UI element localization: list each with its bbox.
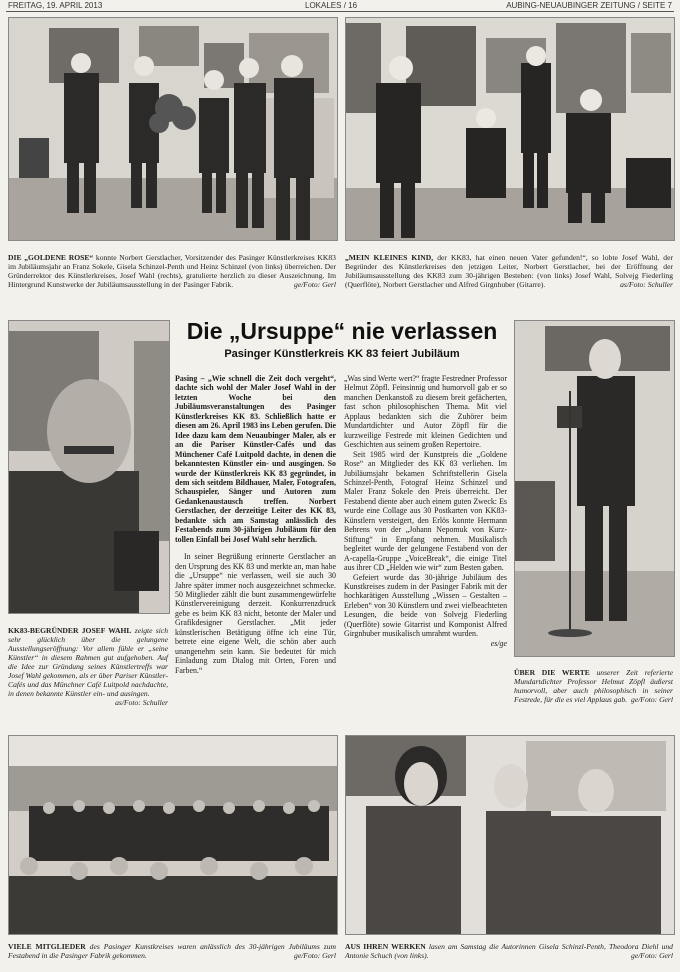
caption-mein-kleines-kind: „MEIN KLEINES KIND, der KK83, hat einen neuen Vater gefunden!“, so lobte Josef Wahl, der Begründer des Künstlerkreises den jetzigen Leiter, Norbert Gerstlacher, bei der Eröffnung der Jubiläumsausstellung des KK83 zum 30-jährigen Bestehen: (von links) Josef Wahl, Solvejg Fiederling (Querflöte), Norbert Gerstlacher und Alfred Girgnhuber (Gitarre). as/Foto: Schuller bbox=[345, 253, 673, 289]
article-column-1 bbox=[175, 374, 336, 675]
header-paper: AUBING-NEUAUBINGER ZEITUNG / SEITE 7 bbox=[506, 1, 672, 10]
article-signature: es/ge bbox=[490, 638, 507, 648]
photo-mein-kleines-kind bbox=[345, 17, 675, 241]
caption-goldene-rose: DIE „GOLDENE ROSE“ konnte Norbert Gerstlacher, Vorsitzender des Pasinger Künstlerkreises KK83 im Jubiläumsjahr an Franz Sokele, Gisela Schinzel-Penth und Heinz Schinzel (von links) überreichen. Der Gründerrektor des Künstlerkreises, Josef Wahl (rechts), gratulierte herzlich zu dieser Auszeichnung. Im Hintergrund Kunstwerke der Jubiläumsausstellung in der Pasinger Fabrik. ge/Foto: Gerl bbox=[8, 253, 336, 289]
photo-audience bbox=[8, 735, 338, 935]
article-paragraph: Pasing – „Wie schnell die Zeit doch vergeht“, dachte sich wohl der Maler Josef Wahl in der letzten Woche bei den Jubiläumsveranstaltungen des Pasinger Künstlerkreises KK 83. Schließlich hatte er diesen am 26. April 1983 ins Leben gerufen. Die Idee dazu kam dem Neuaubinger Maler, als er an die Pariser Künstler-Cafés und das Münchener Café Luitpold dachte, in denen die bekanntesten Künstler ein- und ausgingen. So wurde der Künstlerkreis KK 83 gegründet, in dem sich seitdem Bildhauer, Maler, Fotografen, Schauspieler, Sänger und Autoren zum Gedankenaustausch treffen. Norbert Gerstlacher, der derzeitige Leiter des KK 83, bedankte sich am Samstag anlässlich des Festabends zum 30-jährigen Jubiläum für den tollen Einfall bei Josef Wahl sehr herzlich. bbox=[175, 374, 336, 544]
article-column-2 bbox=[344, 374, 507, 648]
photo-josef-wahl bbox=[8, 320, 170, 614]
header-date: FREITAG, 19. APRIL 2013 bbox=[8, 1, 103, 10]
photo-helmut-zoepfl bbox=[514, 320, 675, 657]
headline: Die „Ursuppe“ nie verlassen bbox=[186, 318, 498, 344]
header-rule bbox=[6, 11, 674, 12]
caption-authors: AUS IHREN WERKEN lasen am Samstag die Autorinnen Gisela Schinzl-Penth, Theodora Diehl und Antonie Schuch (von links). ge/Foto: Gerl bbox=[345, 942, 673, 960]
article-paragraph: Gefeiert wurde das 30-jährige Jubiläum des Kunstkreises zudem in der Pasinger Fabrik mit der hochkarätigen Ausstellung „Wissen – Gestalten – Erleben“ von 30 Künstlern und zwei vielbeachteten Lesungen, die beide von Solvejg Fiederling (Querflöte) sowie Gitarrist und Komponist Alfred Girgnhuber musikalisch umrahmt wurden. bbox=[344, 572, 508, 639]
header-section: LOKALES / 16 bbox=[305, 1, 358, 10]
caption-helmut-zoepfl: ÜBER DIE WERTE unserer Zeit referierte Mundartdichter Professor Helmut Zöpfl äußerst humorvoll, aber auch philosophisch in seiner Festrede, für die es viel Applaus gab. ge/Foto: Gerl bbox=[514, 668, 673, 704]
photo-goldene-rose bbox=[8, 17, 338, 241]
subheadline: Pasinger Künstlerkreis KK 83 feiert Jubiläum bbox=[224, 348, 460, 360]
article-paragraph: „Was sind Werte wert?“ fragte Festredner Professor Helmut Zöpfl. Feinsinnig und humorvoll gab er so manchen Denkanstoß zu diesem breit gefächerten, fast schon philosophischen Thema. Mit viel Applaus bedankten sich die Zuhörer beim Mundartdichter und Autor Zöpfl für die kurzweilige Festrede mit kleinen Gedichten und Geschichten aus seinem großen Repertoire. bbox=[344, 374, 507, 450]
caption-audience: VIELE MITGLIEDER des Pasinger Kunstkreises waren anlässlich des 30-jährigen Jubiläums zum Festabend in die Pasinger Fabrik gekommen. ge/Foto: Gerl bbox=[8, 942, 336, 960]
article-paragraph: Seit 1985 wird der Kunstpreis die „Goldene Rose“ an Mitglieder des KK 83 verliehen. Im Jubiläumsjahr bekamen Schriftstellerin Gisela Schinzel-Penth, Fotograf Heinz Schinzel und Maler Franz Sokele den Preis überreicht. Der Festabend diente aber auch einem guten Zweck: Es wurde eine Collage aus 30 Postkarten von KK83-Künstlern versteigert, den Erlös konnte Hermann Behrens von der „Johann Nepomuk von Kurz-Stiftung“ in Empfang nehmen. Musikalisch begleitet wurde der gelungene Festabend von der A-capella-Gruppe „VoiceBreak“, die einige Titel aus ihrer CD „Helden wie wir“ zum Besten gaben. bbox=[344, 449, 507, 573]
article-paragraph: In seiner Begrüßung erinnerte Gerstlacher an den Ursprung des KK 83 und merkte an, man habe die „Ursuppe“ nie verlassen, weil sie auch 30 Jahre später immer noch ausgezeichnet schmecke. 50 Mitglieder zählt die bunt zusammengewürfelte Künstlervereinigung derzeit. Konkurrenzdruck gebe es beim KK 83 nicht, betonte der Maler und Grafikdesigner Gerstlacher. „Mit jeder künstlerischen Betätigung öffne ich eine Tür, betrete eine eigene Welt, die schön aber auch unangenehm sein kann. Sie bedeutet für mich Einladung zum Dialog mit Orten, Foren und Farben.“ bbox=[175, 552, 336, 675]
caption-josef-wahl: KK83-BEGRÜNDER JOSEF WAHL zeigte sich sehr glücklich über die gelungene Ausstellungseröffnung: Vor allem fühle er „seine Künstler“ in diesem Rahmen gut aufgehoben. Auf die Idee zur Gründung seines Künstlertreffs war Josef Wahl gekommen, als er über Pariser Künstler-Cafés und das Münchner Café Luitpold nachdachte, in denen bekannte Künstler ein- und ausingen. as/Foto: Schuller bbox=[8, 626, 168, 707]
photo-authors bbox=[345, 735, 675, 935]
